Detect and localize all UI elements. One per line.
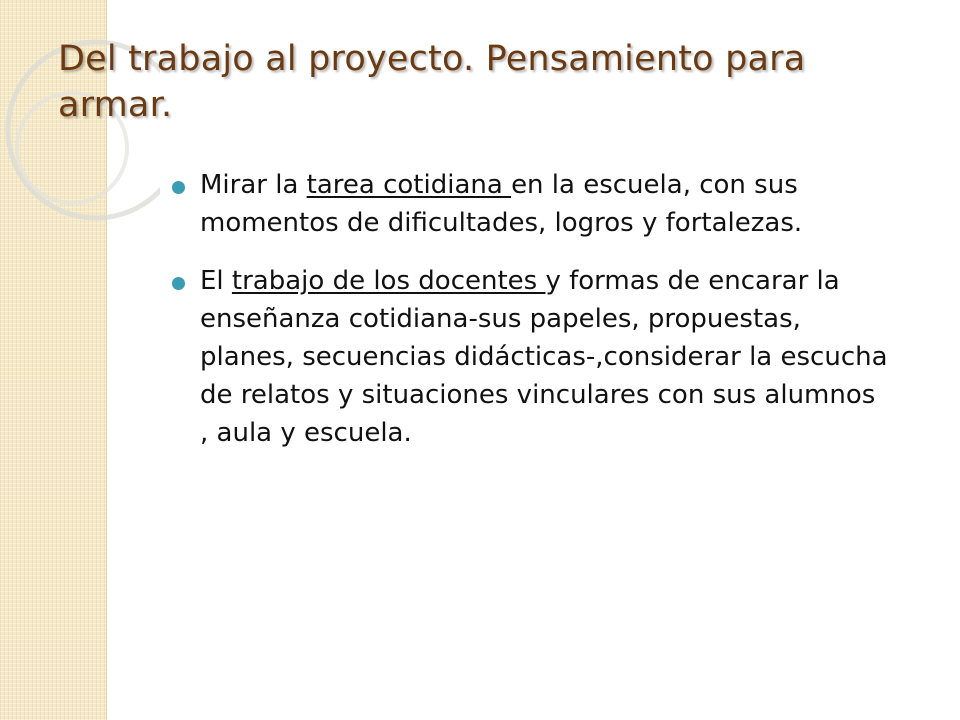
bullet-text-end: y formas de encarar la enseñanza cotidiana-sus papeles, propuestas, planes, secuencias didácticas-,considerar la escucha de relatos y situaciones vinculares con sus alumnos , aula y escuela. <box>200 266 888 448</box>
bullet-underlined-text: tarea cotidiana <box>306 170 512 200</box>
bullet-item <box>170 166 890 242</box>
bullet-dot-icon <box>172 181 185 194</box>
bullet-text-start: El <box>200 266 232 296</box>
bullet-text-end: en la escuela, con sus momentos de dificultades, logros y fortalezas. <box>200 170 803 238</box>
bullet-underlined-text: trabajo de los docentes <box>231 266 546 296</box>
slide-title: Del trabajo al proyecto. Pensamiento para armar. <box>58 39 806 125</box>
bullet-dot-icon <box>172 277 185 290</box>
bullet-item <box>170 262 890 452</box>
bullet-text-start: Mirar la <box>200 170 307 200</box>
bullet-list <box>170 166 890 472</box>
